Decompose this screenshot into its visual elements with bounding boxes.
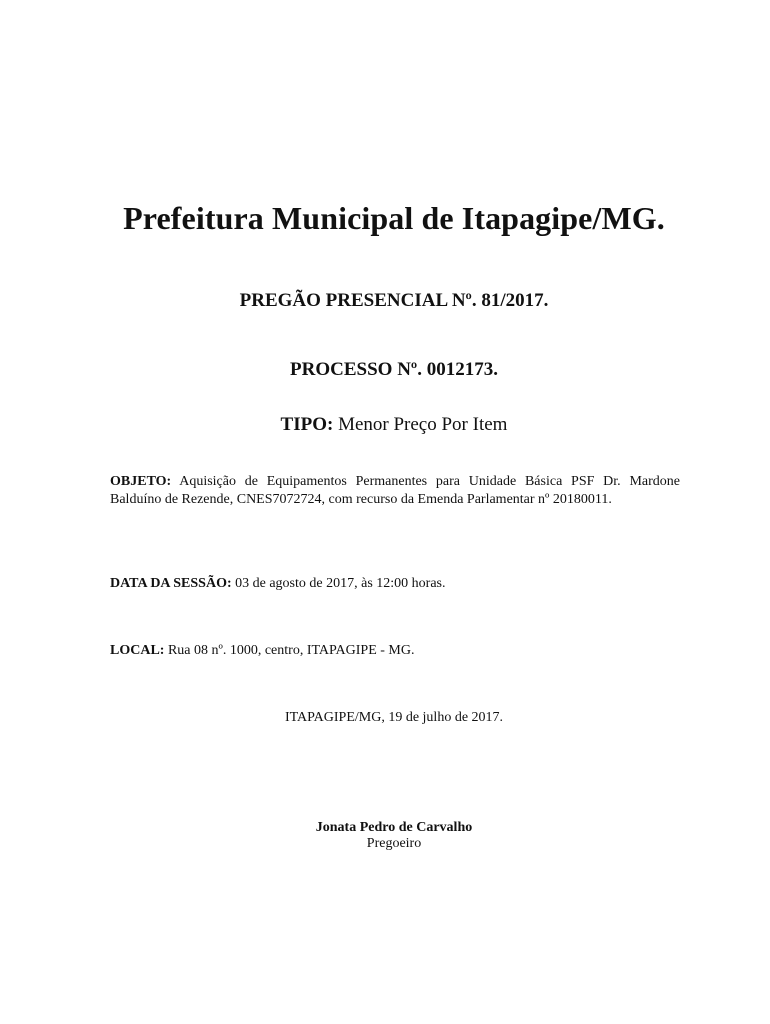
data-sessao-value: 03 de agosto de 2017, às 12:00 horas.	[235, 576, 446, 591]
pregao-heading: PREGÃO PRESENCIAL Nº. 81/2017.	[239, 290, 549, 311]
signature-name: Jonata Pedro de Carvalho	[315, 820, 473, 835]
local-line	[110, 643, 680, 659]
data-sessao-line	[110, 576, 680, 592]
tipo-label: TIPO:	[280, 414, 334, 435]
tipo-line	[0, 414, 770, 436]
tipo-value: Menor Preço Por Item	[338, 414, 508, 435]
local-value: Rua 08 nº. 1000, centro, ITAPAGIPE - MG.	[167, 643, 415, 658]
processo-heading: PROCESSO Nº. 0012173.	[290, 359, 498, 380]
local-label: LOCAL:	[110, 643, 165, 658]
objeto-paragraph	[110, 473, 680, 509]
document-title: Prefeitura Municipal de Itapagipe/MG.	[123, 200, 665, 236]
place-date: ITAPAGIPE/MG, 19 de julho de 2017.	[284, 710, 504, 725]
data-sessao-label: DATA DA SESSÃO:	[110, 576, 232, 591]
signature-role: Pregoeiro	[366, 836, 422, 851]
objeto-label: OBJETO:	[110, 474, 172, 489]
objeto-value: Aquisição de Equipamentos Permanentes para Unidade Básica PSF Dr. Mardone Balduíno de Rezende, CNES7072724, com recurso da Emenda Parlamentar nº 20180011.	[110, 474, 680, 507]
